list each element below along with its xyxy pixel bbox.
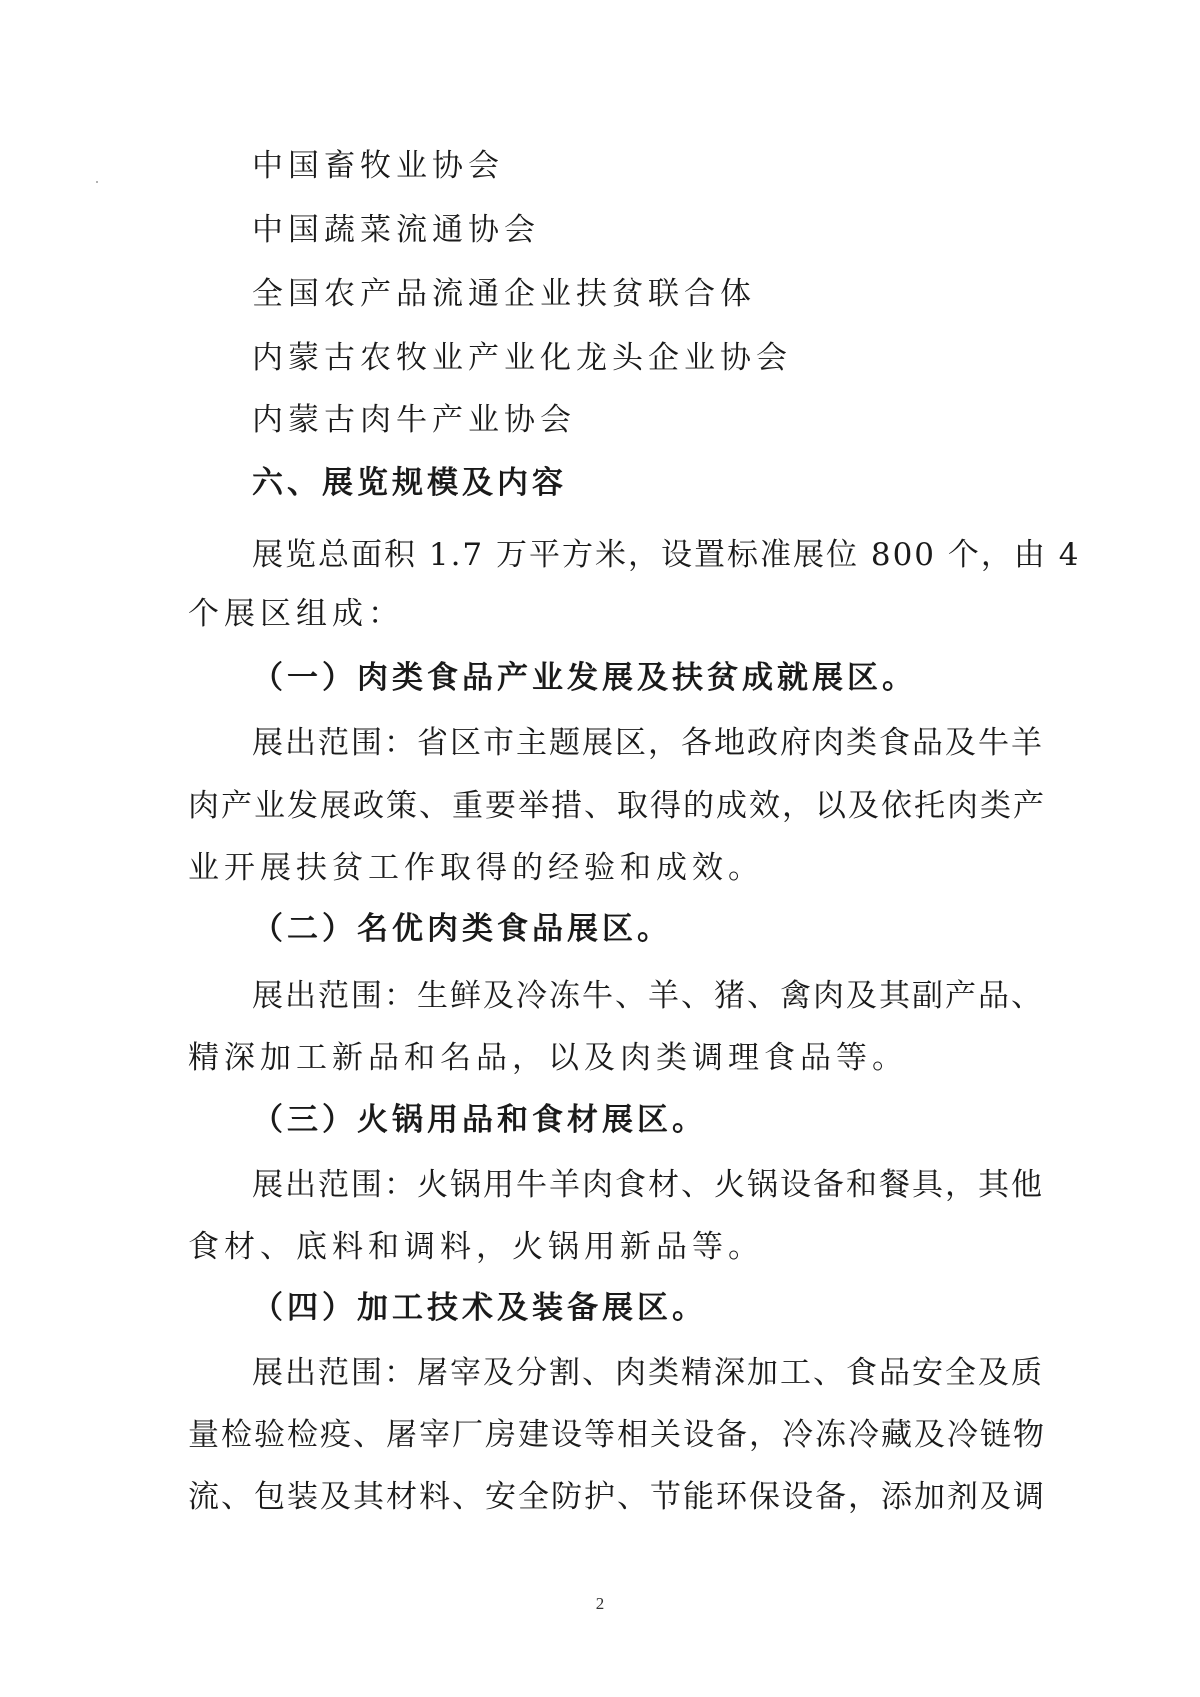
- paragraph-line: 个展区组成：: [188, 596, 404, 632]
- paragraph-line: 食材、底料和调料，火锅用新品等。: [188, 1229, 764, 1265]
- paragraph-line: 量检验检疫、屠宰厂房建设等相关设备，冷冻冷藏及冷链物: [188, 1417, 1046, 1453]
- paragraph-line: 展览总面积 1.7 万平方米，设置标准展位 800 个，由 4: [252, 537, 1081, 573]
- organization-line: 全国农产品流通企业扶贫联合体: [252, 276, 756, 312]
- zone-heading: （四）加工技术及装备展区。: [252, 1290, 707, 1326]
- paragraph-line: 肉产业发展政策、重要举措、取得的成效，以及依托肉类产: [188, 788, 1046, 824]
- organization-line: 中国蔬菜流通协会: [252, 212, 540, 248]
- paragraph-line: 精深加工新品和名品，以及肉类调理食品等。: [188, 1040, 908, 1076]
- section-heading: 六、展览规模及内容: [252, 465, 567, 501]
- paragraph-line: 展出范围：省区市主题展区，各地政府肉类食品及牛羊: [252, 725, 1044, 761]
- page-number: 2: [595, 1594, 605, 1613]
- paragraph-line: 展出范围：屠宰及分割、肉类精深加工、食品安全及质: [252, 1355, 1044, 1391]
- zone-heading: （三）火锅用品和食材展区。: [252, 1102, 707, 1138]
- paragraph-line: 业开展扶贫工作取得的经验和成效。: [188, 850, 764, 886]
- paragraph-line: 流、包装及其材料、安全防护、节能环保设备，添加剂及调: [188, 1479, 1046, 1515]
- zone-heading: （一）肉类食品产业发展及扶贫成就展区。: [252, 660, 917, 696]
- zone-heading: （二）名优肉类食品展区。: [252, 911, 672, 947]
- organization-line: 内蒙古肉牛产业协会: [252, 402, 576, 438]
- paragraph-line: 展出范围：生鲜及冷冻牛、羊、猪、禽肉及其副产品、: [252, 978, 1044, 1014]
- organization-line: 中国畜牧业协会: [252, 148, 504, 184]
- paragraph-line: 展出范围：火锅用牛羊肉食材、火锅设备和餐具，其他: [252, 1167, 1044, 1203]
- organization-line: 内蒙古农牧业产业化龙头企业协会: [252, 340, 792, 376]
- scan-speck: [96, 181, 98, 183]
